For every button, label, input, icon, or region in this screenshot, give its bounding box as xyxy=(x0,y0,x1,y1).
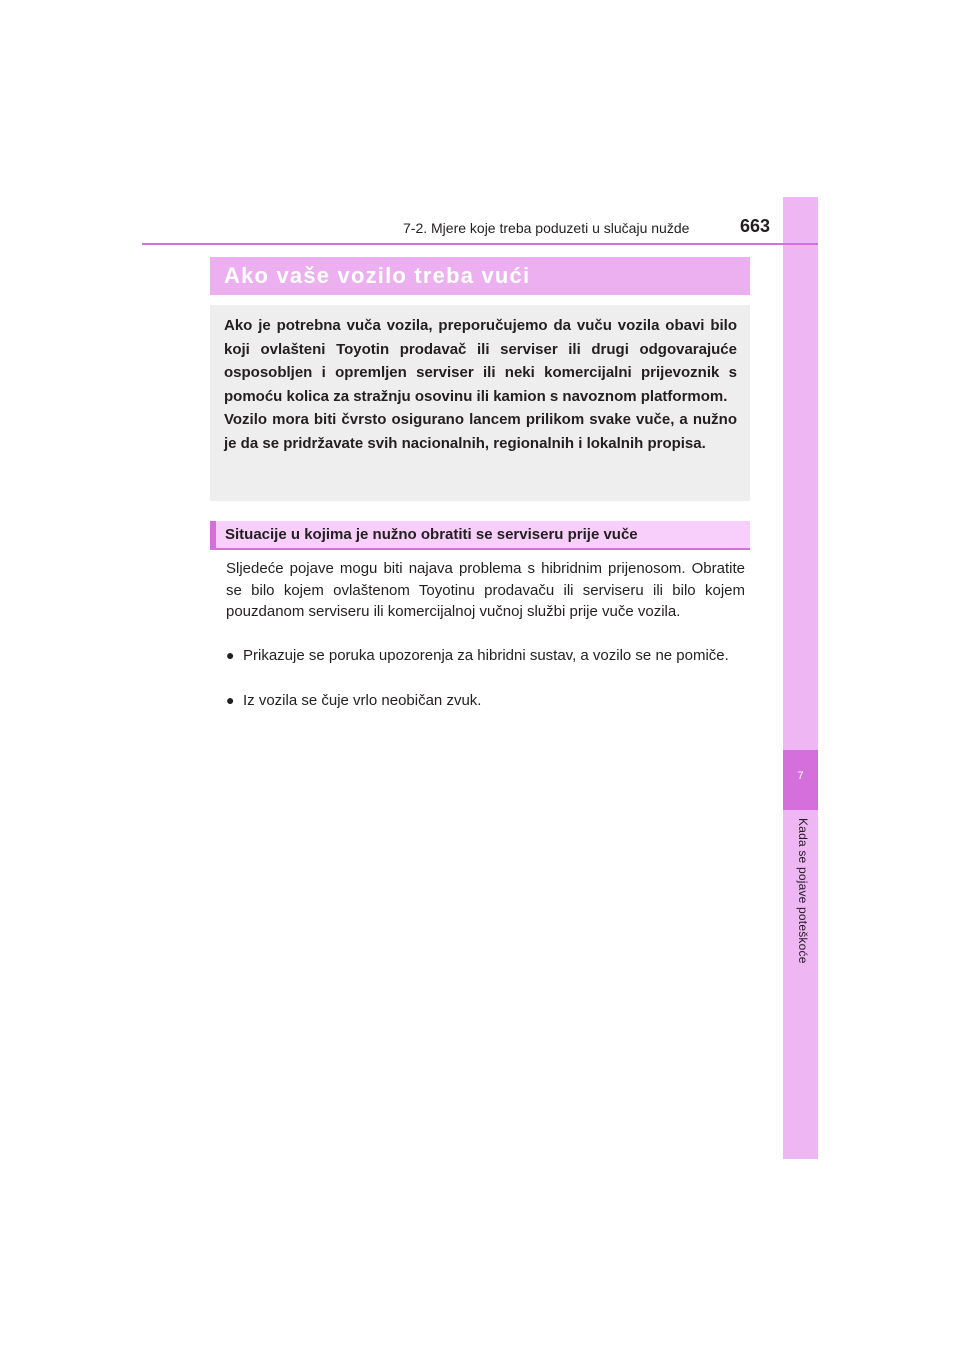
list-item xyxy=(226,690,745,712)
body-paragraph: Sljedeće pojave mogu biti najava problema s hibridnim prijenosom. Obratite se bilo kojem ovlaštenom Toyotinu prodavaču ili serviseru ili bilo kojem pouzdanom serviseru ili komercijalnoj vučnoj službi prije vuče vozila. xyxy=(226,560,745,620)
intro-paragraph: Vozilo mora biti čvrsto osigurano lancem prilikom svake vuče, a nužno je da se pridržavate svih nacionalnih, regionalnih i lokalnih propisa. xyxy=(224,411,737,452)
section-title: Ako vaše vozilo treba vući xyxy=(224,263,531,288)
intro-paragraph: Ako je potrebna vuča vozila, preporučujemo da vuču vozila obavi bilo koji ovlašteni Toyotin prodavač ili serviser ili drugi odgovarajuće osposobljen i opremljen serviser ili neki komercijalni prijevoznik s pomoću kolica za stražnju osovinu ili kamion s navoznom platformom. xyxy=(224,317,737,405)
list-item-text: Iz vozila se čuje vrlo neobičan zvuk. xyxy=(243,692,482,709)
list-item-text: Prikazuje se poruka upozorenja za hibridni sustav, a vozilo se ne pomiče. xyxy=(243,647,729,664)
bullet-icon: ● xyxy=(226,647,235,663)
subsection-heading: Situacije u kojima je nužno obratiti se serviseru prije vuče xyxy=(225,526,638,543)
bullet-icon: ● xyxy=(226,692,235,708)
chapter-label: Kada se pojave poteškoće xyxy=(796,818,810,964)
chapter-number: 7 xyxy=(797,770,804,782)
running-header: 7-2. Mjere koje treba poduzeti u slučaju nužde xyxy=(403,220,690,236)
list-item xyxy=(226,645,745,667)
header-rule xyxy=(142,243,818,245)
intro-box xyxy=(210,305,750,501)
page-number: 663 xyxy=(740,216,771,236)
